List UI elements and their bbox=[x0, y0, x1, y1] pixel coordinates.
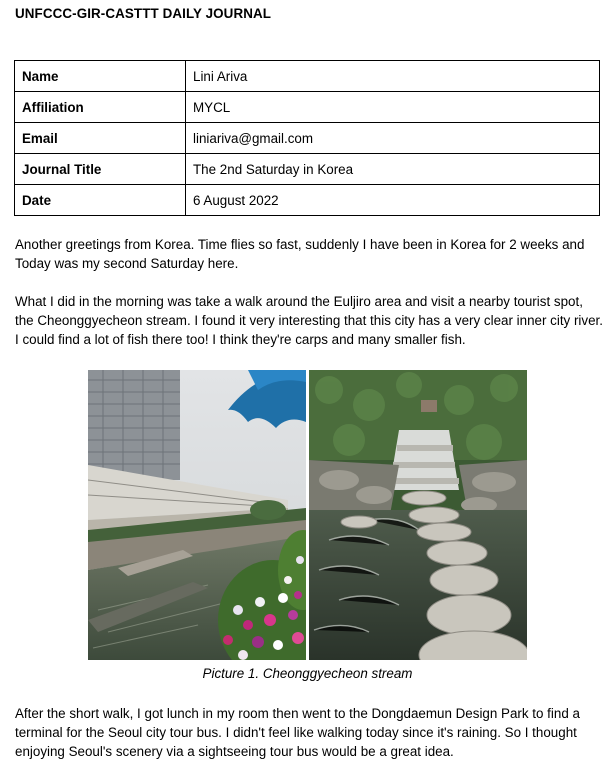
info-value: The 2nd Saturday in Korea bbox=[186, 154, 600, 185]
info-label: Date bbox=[15, 185, 186, 216]
figure-caption: Picture 1. Cheonggyecheon stream bbox=[202, 666, 413, 681]
info-value: liniariva@gmail.com bbox=[186, 123, 600, 154]
paragraph-morning: What I did in the morning was take a walk around the Euljiro area and visit a nearby tourist spot, the Cheonggyecheon stream. I found it very interesting that this city has a very clear inner city river. I could find a lot of fish there too! I think they're carps and many smaller fish. bbox=[15, 294, 603, 347]
stepping-stones-photo bbox=[309, 370, 527, 660]
stream-city-photo bbox=[88, 370, 306, 660]
info-row-name bbox=[15, 61, 600, 92]
info-label: Journal Title bbox=[15, 154, 186, 185]
info-value: MYCL bbox=[186, 92, 600, 123]
info-label: Name bbox=[15, 61, 186, 92]
info-table bbox=[14, 60, 600, 216]
info-row-date bbox=[15, 185, 600, 216]
paragraph-intro: Another greetings from Korea. Time flies so fast, suddenly I have been in Korea for 2 weeks and Today was my second Saturday here. bbox=[15, 237, 585, 271]
info-value: Lini Ariva bbox=[186, 61, 600, 92]
info-label: Affiliation bbox=[15, 92, 186, 123]
info-value: 6 August 2022 bbox=[186, 185, 600, 216]
info-row-email bbox=[15, 123, 600, 154]
paragraph-afternoon: After the short walk, I got lunch in my room then went to the Dongdaemun Design Park to find a terminal for the Seoul city tour bus. I didn't feel like walking today since it's raining. So I thought enjoying Seoul's scenery via a sightseeing tour bus would be a great idea. bbox=[15, 706, 580, 759]
info-row-journal-title bbox=[15, 154, 600, 185]
info-row-affiliation bbox=[15, 92, 600, 123]
info-label: Email bbox=[15, 123, 186, 154]
journal-header-title: UNFCCC-GIR-CASTTT DAILY JOURNAL bbox=[15, 6, 272, 21]
